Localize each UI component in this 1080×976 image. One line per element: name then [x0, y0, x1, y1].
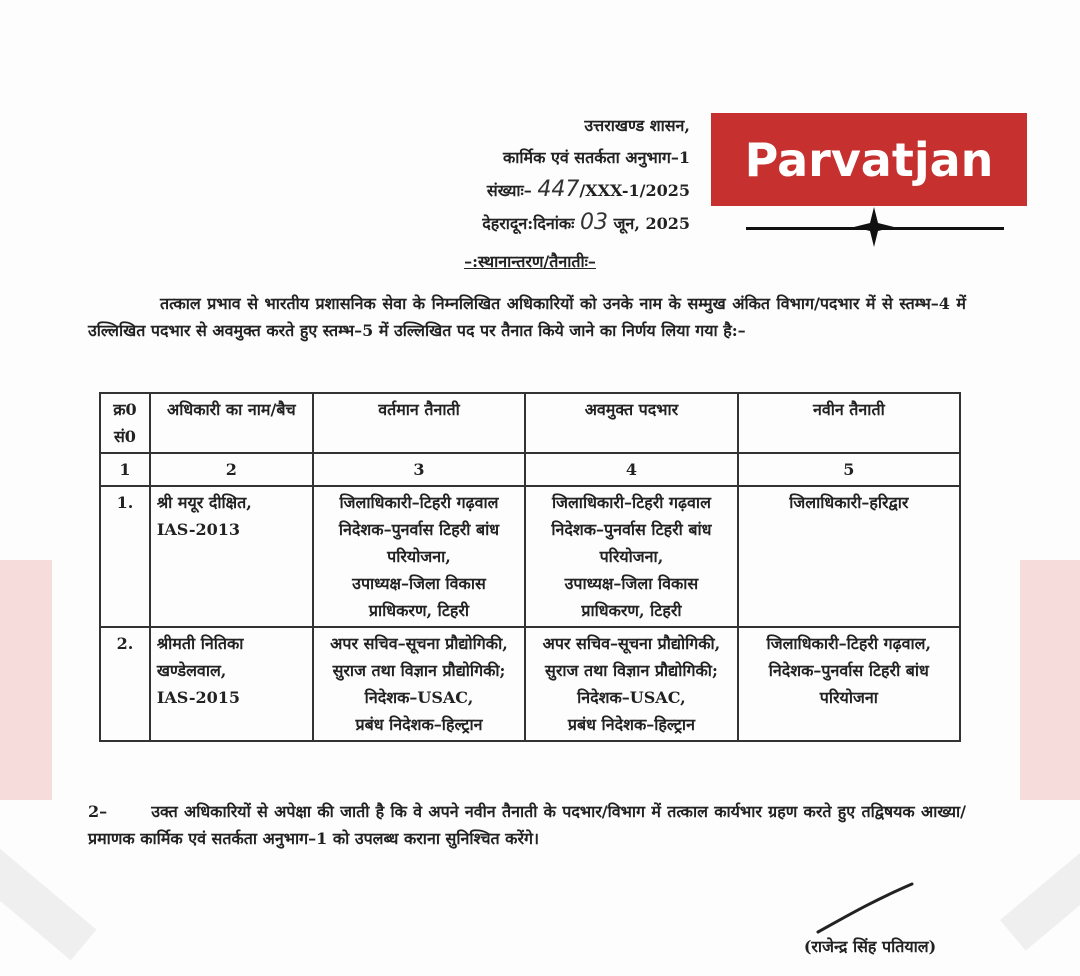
posting-line: अपर सचिव–सूचना प्रौद्योगिकी, सुराज तथा विज्ञान प्रौद्योगिकी; [542, 634, 721, 680]
document-header [330, 110, 690, 240]
posting-line: निदेशक–USAC, [364, 688, 474, 707]
table-row [100, 627, 960, 741]
officer-batch: IAS-2013 [156, 520, 241, 539]
column-number: 2 [150, 453, 313, 486]
column-header: अधिकारी का नाम/बैच [150, 393, 313, 453]
sparkle-icon [854, 207, 894, 247]
subject-heading: –:स्थानान्तरण/तैनातीः– [464, 252, 596, 271]
column-header: नवीन तैनाती [738, 393, 960, 453]
column-header: क्र0 सं0 [100, 393, 150, 453]
officer-cell [150, 627, 313, 741]
posting-line: निदेशक–पुनर्वास टिहरी बांध परियोजना, [338, 520, 500, 566]
relieved-charge-cell [525, 486, 737, 627]
posting-line: जिलाधिकारी–टिहरी गढ़वाल [551, 493, 711, 512]
watermark-bottom-right [1000, 849, 1080, 950]
posting-line: जिलाधिकारी–हरिद्वार [789, 493, 909, 512]
current-posting-cell [313, 627, 525, 741]
posting-line: निदेशक–USAC, [577, 688, 686, 707]
govt-name: उत्तराखण्ड शासन, [584, 116, 690, 135]
reference-number: संख्याः– 447/XXX-1/2025 [486, 177, 690, 202]
officer-batch: IAS-2015 [156, 688, 241, 707]
posting-line: निदेशक–पुनर्वास टिहरी बांध परियोजना, [551, 520, 712, 566]
column-number: 3 [313, 453, 525, 486]
signature-mark [810, 880, 920, 940]
paragraph-text: उक्त अधिकारियों से अपेक्षा की जाती है कि वे अपने नवीन तैनाती के पदभार/विभाग में तत्काल कार्यभार ग्रहण करते हुए तद्विषयक आख्या/प्रमाणक कार्मिक एवं सतर्कता अनुभाग–1 को उपलब्ध कराना सुनिश्चित करेंगे। [88, 802, 966, 848]
officer-name: श्री मयूर दीक्षित, [156, 493, 252, 512]
section-name: कार्मिक एवं सतर्कता अनुभाग–1 [502, 148, 690, 167]
issue-date: देहरादून:दिनांकः 03 जून, 2025 [482, 210, 690, 235]
posting-line: प्रबंध निदेशक–हिल्ट्रान [567, 715, 695, 734]
column-header: अवमुक्त पदभार [525, 393, 737, 453]
posting-line: जिलाधिकारी–टिहरी गढ़वाल, [766, 634, 932, 653]
serial-number: 1. [100, 486, 150, 627]
instruction-paragraph [88, 798, 966, 852]
brand-logo: Parvatjan [711, 113, 1027, 206]
posting-line: प्रबंध निदेशक–हिल्ट्रान [355, 715, 483, 734]
column-number-row [100, 453, 960, 486]
column-number: 1 [100, 453, 150, 486]
column-number: 4 [525, 453, 737, 486]
new-posting-cell [738, 486, 960, 627]
officer-name: श्रीमती नितिका खण्डेलवाल, [156, 634, 244, 680]
intro-paragraph: तत्काल प्रभाव से भारतीय प्रशासनिक सेवा के निम्नलिखित अधिकारियों को उनके नाम के सम्मुख अंकित विभाग/पदभार में से स्तम्भ–4 में उल्लिखित पदभार से अवमुक्त करते हुए स्तम्भ–5 में उल्लिखित पद पर तैनात किये जाने का निर्णय लिया गया है:– [88, 294, 966, 340]
serial-number: 2. [100, 627, 150, 741]
watermark-bottom-left [0, 840, 96, 961]
relieved-charge-cell [525, 627, 737, 741]
transfer-table [99, 392, 961, 742]
column-number: 5 [738, 453, 960, 486]
posting-line: निदेशक–पुनर्वास टिहरी बांध परियोजना [768, 661, 929, 707]
paragraph-number: 2– [88, 802, 108, 821]
table-header-row [100, 393, 960, 453]
column-header: वर्तमान तैनाती [313, 393, 525, 453]
new-posting-cell [738, 627, 960, 741]
posting-line: अपर सचिव–सूचना प्रौद्योगिकी, सुराज तथा विज्ञान प्रौद्योगिकी; [330, 634, 508, 680]
table-row [100, 486, 960, 627]
signatory-name: (राजेन्द्र सिंह पतियाल) [803, 937, 937, 956]
watermark-left [0, 560, 52, 800]
posting-line: जिलाधिकारी–टिहरी गढ़वाल [339, 493, 499, 512]
posting-line: उपाध्यक्ष–जिला विकास प्राधिकरण, टिहरी [352, 574, 486, 620]
officer-cell [150, 486, 313, 627]
watermark-right [1020, 560, 1080, 800]
posting-line: उपाध्यक्ष–जिला विकास प्राधिकरण, टिहरी [564, 574, 699, 620]
current-posting-cell [313, 486, 525, 627]
